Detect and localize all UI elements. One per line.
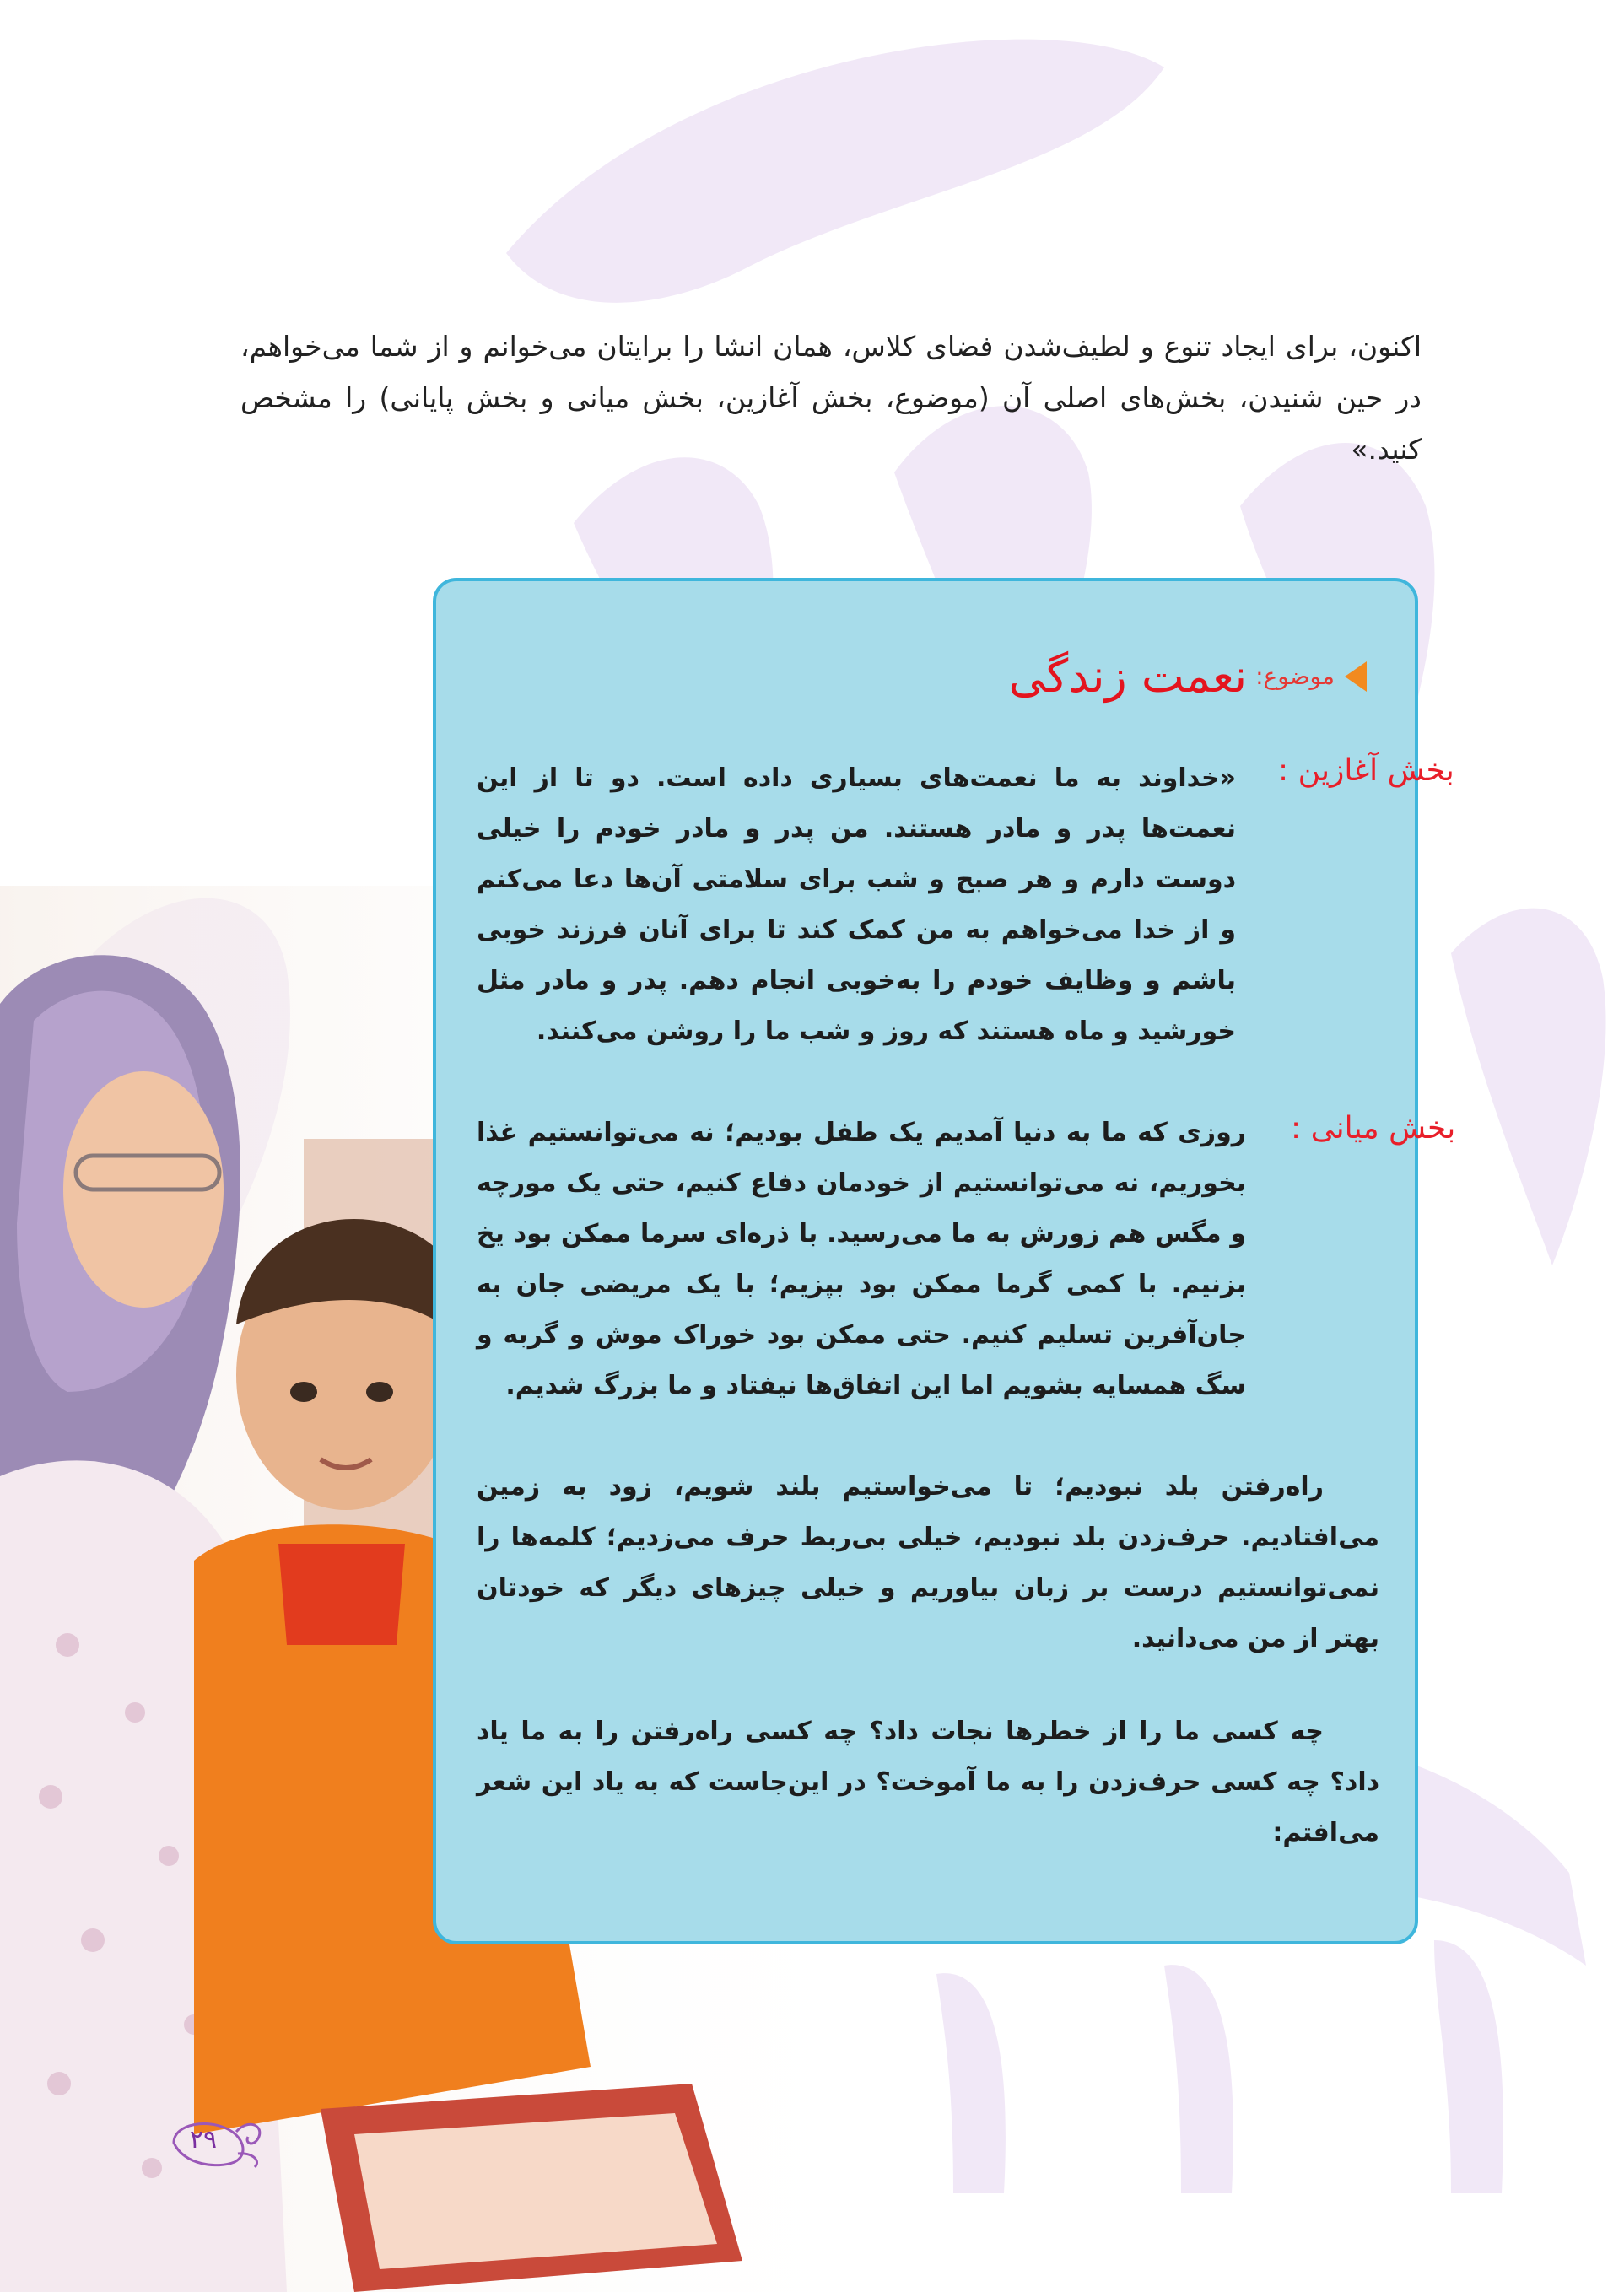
middle-paragraph-1	[477, 1108, 1246, 1411]
middle-section-label: بخش میانی :	[1291, 1111, 1456, 1146]
middle-paragraph-3	[477, 1707, 1379, 1858]
topic-heading	[894, 650, 1367, 717]
intro-text	[240, 321, 1422, 475]
beginning-paragraph	[477, 753, 1236, 1057]
middle-text-2: راه‌رفتن بلد نبودیم؛ تا می‌خواستیم بلند شویم، زود به زمین می‌افتادیم. حرف‌زدن بلد نبودیم، خیلی بی‌ربط حرف می‌زدیم؛ کلمه‌ها را نمی‌توانستیم درست بر زبان بیاوریم و خیلی چیزهای دیگر که خودتان بهتر از من می‌دانید.	[477, 1472, 1379, 1653]
middle-text-3: چه کسی ما را از خطرها نجات داد؟ چه کسی راه‌رفتن را به ما یاد داد؟ چه کسی حرف‌زدن را به ما آموخت؟ در این‌جاست که به یاد این شعر می‌افتم:	[477, 1717, 1379, 1847]
middle-text-1: روزی که ما به دنیا آمدیم یک طفل بودیم؛ نه می‌توانستیم غذا بخوریم، نه می‌توانستیم از خودمان دفاع کنیم، حتی یک مورچه و مگس هم زورش به ما می‌رسید. با ذره‌ای سرما ممکن بود یخ بزنیم. با کمی گرما ممکن بود بپزیم؛ با یک مریضی جان به جان‌آفرین تسلیم کنیم. حتی ممکن بود خوراک موش و گربه و سگ همسایه بشویم اما این اتفاق‌ها نیفتاد و ما بزرگ شدیم.	[477, 1118, 1246, 1400]
page-number-badge	[167, 2113, 268, 2172]
topic-label: موضوع:	[1255, 662, 1335, 690]
intro-paragraph: اکنون، برای ایجاد تنوع و لطیف‌شدن فضای کلاس، همان انشا را برایتان می‌خوانم و از شما می‌خواهم، در حین شنیدن، بخش‌های اصلی آن (موضوع، بخش آغازین، بخش میانی و بخش پایانی) را مشخص کنید.»	[240, 330, 1422, 466]
middle-paragraph-2	[477, 1462, 1379, 1664]
page-number: ۲۹	[189, 2125, 218, 2154]
orange-arrow-icon	[1345, 661, 1367, 692]
beginning-text: «خداوند به ما نعمت‌های بسیاری داده است. دو تا از این نعمت‌ها پدر و مادر هستند. من پدر و مادر خودم را خیلی دوست دارم و هر صبح و شب برای سلامتی آن‌ها دعا می‌کنم و از خدا می‌خواهم به من کمک کند تا برای آنان فرزند خوبی باشم و وظایف خودم را به‌خوبی انجام دهم. پدر و مادر مثل خورشید و ماه هستند که روز و شب ما را روشن می‌کنند.	[477, 763, 1236, 1046]
beginning-section-label: بخش آغازین :	[1278, 753, 1454, 788]
topic-title: نعمت زندگی	[1008, 650, 1248, 703]
